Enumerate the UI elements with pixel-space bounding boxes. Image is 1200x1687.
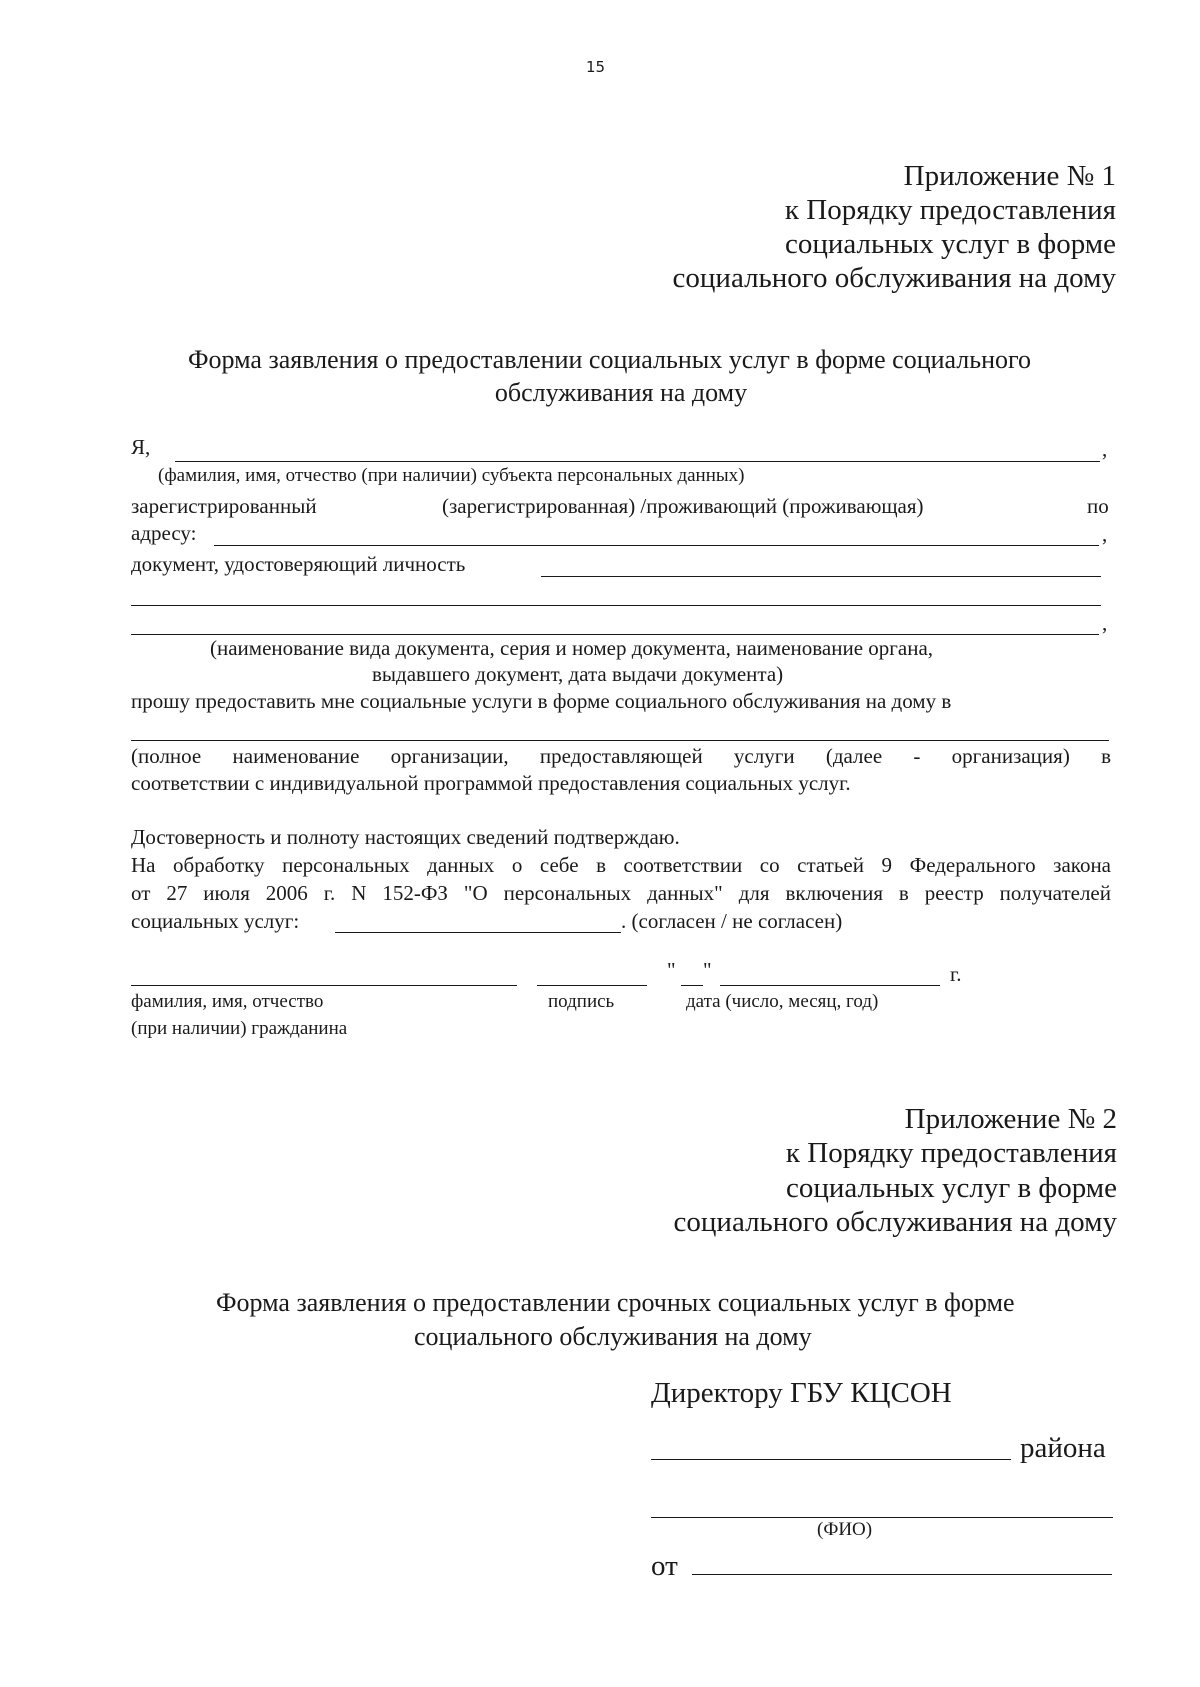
director-name-field[interactable] bbox=[651, 1517, 1113, 1518]
consent-line-1: На обработку персональных данных о себе в соответствии со статьей 9 Федерального закона bbox=[131, 853, 1111, 877]
applicant-name-field[interactable] bbox=[175, 461, 1100, 462]
appendix-1-number: Приложение № 1 bbox=[903, 160, 1116, 192]
organization-caption-line-1: (полное наименование организации, предоставляющей услуги (далее - организация) в bbox=[131, 744, 1111, 768]
appendix-2-line-3: социальных услуг в форме bbox=[786, 1172, 1117, 1204]
consent-options: . (согласен / не согласен) bbox=[621, 909, 843, 933]
from-field[interactable] bbox=[692, 1574, 1112, 1575]
consent-line-2: от 27 июля 2006 г. N 152-ФЗ "О персональных данных" для включения в реестр получателей bbox=[131, 881, 1111, 905]
signature-caption: подпись bbox=[548, 991, 615, 1012]
date-caption: дата (число, месяц, год) bbox=[686, 991, 879, 1012]
appendix-2-line-4: социального обслуживания на дому bbox=[673, 1206, 1117, 1238]
organization-field[interactable] bbox=[131, 740, 1109, 741]
registered-word-3: по bbox=[1087, 494, 1109, 518]
registered-word-2: (зарегистрированная) /проживающий (проживающая) bbox=[442, 494, 924, 518]
consent-field[interactable] bbox=[335, 932, 621, 933]
document-field-1[interactable] bbox=[541, 576, 1101, 577]
address-label: адресу: bbox=[131, 521, 197, 545]
address-comma: , bbox=[1102, 522, 1108, 546]
document-caption-line-1: (наименование вида документа, серия и номер документа, наименование органа, bbox=[210, 636, 934, 660]
district-field[interactable] bbox=[651, 1459, 1011, 1460]
appendix-2-number: Приложение № 2 bbox=[904, 1103, 1117, 1135]
consent-line-3-label: социальных услуг: bbox=[131, 909, 300, 933]
signature-name-caption-line-2: (при наличии) гражданина bbox=[131, 1018, 348, 1039]
appendix-2-line-2: к Порядку предоставления bbox=[785, 1137, 1117, 1169]
appendix-1-line-2: к Порядку предоставления bbox=[784, 194, 1116, 226]
form-2-title-line-2: социального обслуживания на дому bbox=[414, 1322, 812, 1351]
fio-caption: (фамилия, имя, отчество (при наличии) субъекта персональных данных) bbox=[158, 465, 745, 486]
request-text: прошу предоставить мне социальные услуги в форме социального обслуживания на дому в bbox=[131, 689, 952, 713]
date-year-suffix: г. bbox=[950, 962, 962, 986]
form-1-title-line-2: обслуживания на дому bbox=[494, 378, 748, 407]
i-label: Я, bbox=[131, 435, 151, 459]
signature-name-caption-line-1: фамилия, имя, отчество bbox=[131, 991, 324, 1012]
confirmation-text: Достоверность и полноту настоящих сведений подтверждаю. bbox=[131, 825, 680, 849]
date-day-field[interactable] bbox=[681, 985, 703, 986]
addressee: Директору ГБУ КЦСОН bbox=[651, 1377, 952, 1409]
document-label: документ, удостоверяющий личность bbox=[131, 552, 466, 576]
organization-caption-line-2: соответствии с индивидуальной программой предоставления социальных услуг. bbox=[131, 771, 851, 795]
page-number: 15 bbox=[586, 58, 606, 76]
document-caption-line-2: выдавшего документ, дата выдачи документа) bbox=[372, 662, 784, 686]
registered-word-1: зарегистрированный bbox=[131, 494, 317, 518]
document-field-3[interactable] bbox=[131, 634, 1099, 635]
from-label: от bbox=[651, 1550, 678, 1582]
appendix-1-line-4: социального обслуживания на дому bbox=[672, 262, 1116, 294]
appendix-1-line-3: социальных услуг в форме bbox=[785, 228, 1116, 260]
document-comma: , bbox=[1102, 611, 1108, 635]
applicant-name-comma: , bbox=[1102, 437, 1108, 461]
date-month-year-field[interactable] bbox=[720, 985, 940, 986]
date-quote-open: " bbox=[667, 958, 676, 982]
form-2-title-line-1: Форма заявления о предоставлении срочных социальных услуг в форме bbox=[216, 1288, 1015, 1317]
date-quote-close: " bbox=[703, 958, 712, 982]
address-field[interactable] bbox=[214, 545, 1099, 546]
district-suffix: района bbox=[1020, 1432, 1106, 1464]
director-name-caption: (ФИО) bbox=[817, 1519, 873, 1540]
signature-field[interactable] bbox=[537, 985, 647, 986]
form-1-title-line-1: Форма заявления о предоставлении социальных услуг в форме социального bbox=[188, 345, 1032, 374]
citizen-name-field[interactable] bbox=[131, 985, 517, 986]
document-field-2[interactable] bbox=[131, 605, 1101, 606]
